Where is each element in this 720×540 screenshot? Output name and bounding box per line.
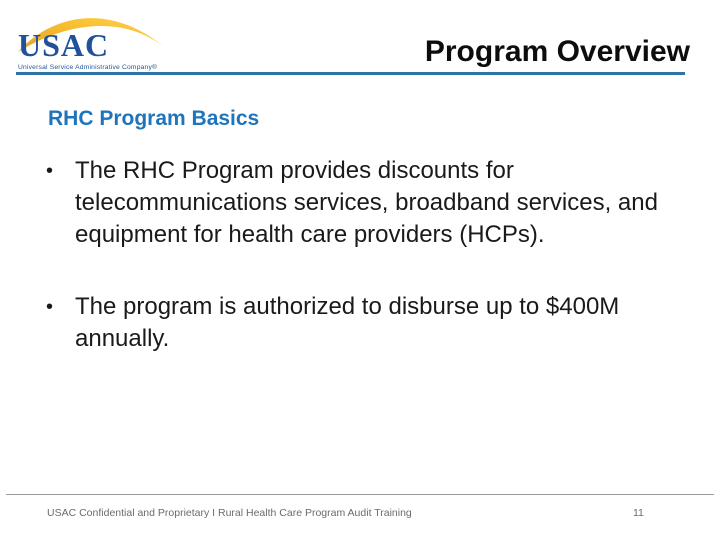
bullet-list <box>46 155 691 395</box>
page-number: 11 <box>633 507 644 519</box>
bullet-marker: • <box>46 296 54 318</box>
header-rule <box>16 72 685 75</box>
footer-text: USAC Confidential and Proprietary I Rural Health Care Program Audit Training <box>47 507 412 519</box>
bullet-text: The RHC Program provides discounts for telecommunications services, broadband services, and equipment for health care providers (HCPs). <box>75 157 658 248</box>
footer-rule <box>6 494 714 495</box>
bullet-marker: • <box>46 160 54 182</box>
slide-title: Program Overview <box>424 35 690 68</box>
logo-tagline: Universal Service Administrative Company® <box>18 64 158 71</box>
usac-logo <box>15 6 185 74</box>
bullet-text: The program is authorized to disburse up to $400M annually. <box>75 293 620 352</box>
section-heading: RHC Program Basics <box>48 107 260 130</box>
bullet-item <box>46 155 691 251</box>
logo-wordmark: USAC <box>18 27 110 63</box>
bullet-item <box>46 291 691 355</box>
